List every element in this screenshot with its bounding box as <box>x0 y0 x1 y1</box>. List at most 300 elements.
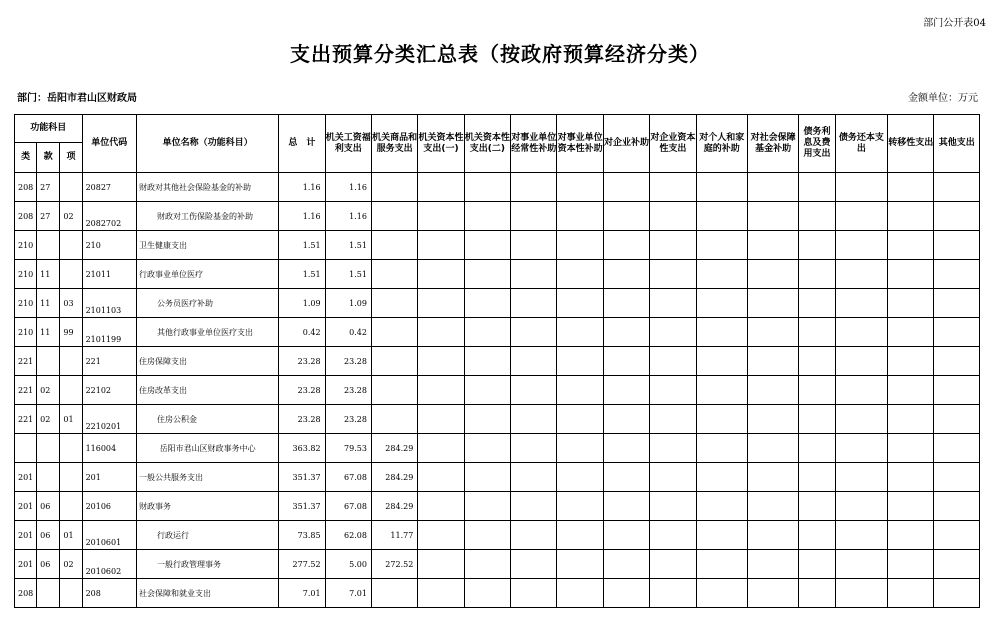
cell-empty <box>557 318 603 347</box>
cell-empty <box>557 231 603 260</box>
cell-kuan <box>37 231 60 260</box>
cell-empty <box>747 289 798 318</box>
cell-kuan: 06 <box>37 492 60 521</box>
cell-empty <box>835 463 887 492</box>
cell-empty <box>747 434 798 463</box>
cell-empty <box>747 260 798 289</box>
cell-empty <box>888 318 934 347</box>
cell-empty <box>835 434 887 463</box>
cell-empty <box>799 550 835 579</box>
cell-empty <box>511 202 557 231</box>
cell-empty <box>799 405 835 434</box>
cell-empty <box>557 521 603 550</box>
cell-empty <box>511 231 557 260</box>
cell-empty <box>603 318 649 347</box>
cell-unit-code: 2101103 <box>82 289 136 318</box>
cell-empty <box>696 289 747 318</box>
cell-empty <box>696 521 747 550</box>
cell-class: 201 <box>15 521 37 550</box>
cell-class <box>15 434 37 463</box>
cell-empty <box>799 202 835 231</box>
cell-empty <box>464 434 510 463</box>
cell-total: 351.37 <box>279 492 325 521</box>
cell-total: 1.16 <box>279 173 325 202</box>
cell-empty <box>799 492 835 521</box>
cell-empty <box>418 492 464 521</box>
cell-empty <box>418 550 464 579</box>
cell-empty <box>934 463 980 492</box>
cell-unit-code: 221 <box>82 347 136 376</box>
cell-unit-name: 社会保障和就业支出 <box>137 579 279 608</box>
cell-empty <box>603 463 649 492</box>
cell-total: 1.51 <box>279 231 325 260</box>
page-title: 支出预算分类汇总表（按政府预算经济分类） <box>290 42 710 66</box>
cell-empty <box>747 521 798 550</box>
cell-unit-code: 20827 <box>82 173 136 202</box>
col-header: 机关商品和服务支出 <box>371 115 417 173</box>
cell-empty <box>603 579 649 608</box>
col-header: 对事业单位经常性补助 <box>511 115 557 173</box>
table-row <box>15 405 980 434</box>
cell-empty <box>934 260 980 289</box>
cell-kuan: 11 <box>37 289 60 318</box>
cell-empty <box>650 463 696 492</box>
cell-empty <box>696 202 747 231</box>
cell-empty <box>934 289 980 318</box>
cell-xiang <box>60 376 82 405</box>
table-row <box>15 231 980 260</box>
cell-empty <box>747 318 798 347</box>
cell-empty <box>650 492 696 521</box>
cell-empty <box>464 202 510 231</box>
cell-unit-code: 208 <box>82 579 136 608</box>
cell-empty <box>888 202 934 231</box>
cell-empty <box>835 405 887 434</box>
cell-empty <box>557 202 603 231</box>
cell-empty <box>835 347 887 376</box>
cell-total: 1.16 <box>279 202 325 231</box>
table-row <box>15 318 980 347</box>
cell-total: 23.28 <box>279 405 325 434</box>
cell-class: 210 <box>15 260 37 289</box>
cell-empty <box>464 260 510 289</box>
cell-total: 351.37 <box>279 463 325 492</box>
cell-goods <box>371 231 417 260</box>
cell-empty <box>603 231 649 260</box>
cell-empty <box>650 521 696 550</box>
cell-empty <box>557 579 603 608</box>
cell-empty <box>650 260 696 289</box>
col-header: 对个人和家庭的补助 <box>696 115 747 173</box>
cell-empty <box>747 376 798 405</box>
cell-empty <box>888 492 934 521</box>
cell-class: 221 <box>15 376 37 405</box>
cell-empty <box>799 318 835 347</box>
cell-empty <box>511 376 557 405</box>
cell-unit-code: 2010601 <box>82 521 136 550</box>
function-subject-header: 功能科目 <box>15 115 83 143</box>
cell-unit-code: 116004 <box>82 434 136 463</box>
cell-kuan: 02 <box>37 405 60 434</box>
cell-xiang <box>60 434 82 463</box>
cell-unit-name: 财政对工伤保险基金的补助 <box>137 202 279 231</box>
cell-empty <box>418 318 464 347</box>
cell-empty <box>511 550 557 579</box>
class-header: 类 <box>15 143 37 173</box>
cell-empty <box>696 434 747 463</box>
cell-unit-name: 公务员医疗补助 <box>137 289 279 318</box>
cell-empty <box>747 173 798 202</box>
cell-empty <box>934 405 980 434</box>
unit-name-header: 单位名称（功能科目） <box>137 115 279 173</box>
cell-unit-code: 22102 <box>82 376 136 405</box>
table-row <box>15 260 980 289</box>
cell-empty <box>835 231 887 260</box>
cell-empty <box>888 579 934 608</box>
cell-empty <box>835 521 887 550</box>
cell-goods: 284.29 <box>371 463 417 492</box>
cell-empty <box>835 260 887 289</box>
col-header: 其他支出 <box>934 115 980 173</box>
cell-empty <box>650 434 696 463</box>
cell-empty <box>418 405 464 434</box>
cell-empty <box>747 347 798 376</box>
cell-xiang <box>60 347 82 376</box>
cell-empty <box>835 202 887 231</box>
cell-empty <box>511 492 557 521</box>
cell-empty <box>464 347 510 376</box>
cell-unit-code: 21011 <box>82 260 136 289</box>
cell-empty <box>464 173 510 202</box>
cell-empty <box>418 376 464 405</box>
cell-empty <box>888 376 934 405</box>
cell-empty <box>557 492 603 521</box>
cell-kuan: 27 <box>37 202 60 231</box>
cell-empty <box>603 376 649 405</box>
cell-empty <box>418 173 464 202</box>
cell-goods: 284.29 <box>371 492 417 521</box>
col-header: 机关资本性支出(二) <box>464 115 510 173</box>
cell-empty <box>557 463 603 492</box>
cell-empty <box>799 434 835 463</box>
cell-empty <box>888 550 934 579</box>
cell-empty <box>603 260 649 289</box>
cell-goods <box>371 173 417 202</box>
cell-goods <box>371 289 417 318</box>
cell-empty <box>934 550 980 579</box>
cell-empty <box>511 521 557 550</box>
cell-wage: 1.51 <box>325 231 371 260</box>
cell-empty <box>650 289 696 318</box>
cell-wage: 67.08 <box>325 463 371 492</box>
table-body <box>15 173 980 608</box>
cell-empty <box>934 202 980 231</box>
cell-goods: 272.52 <box>371 550 417 579</box>
cell-empty <box>511 173 557 202</box>
cell-xiang: 02 <box>60 202 82 231</box>
cell-empty <box>888 173 934 202</box>
cell-empty <box>650 550 696 579</box>
cell-goods: 284.29 <box>371 434 417 463</box>
cell-empty <box>418 231 464 260</box>
department-label: 部门：岳阳市君山区财政局 <box>17 93 137 104</box>
cell-empty <box>835 492 887 521</box>
cell-wage: 1.16 <box>325 173 371 202</box>
cell-empty <box>464 521 510 550</box>
cell-empty <box>799 231 835 260</box>
cell-xiang <box>60 231 82 260</box>
cell-wage: 23.28 <box>325 405 371 434</box>
cell-empty <box>696 463 747 492</box>
unit-code-header: 单位代码 <box>82 115 136 173</box>
cell-total: 23.28 <box>279 347 325 376</box>
cell-total: 1.09 <box>279 289 325 318</box>
cell-empty <box>511 463 557 492</box>
cell-empty <box>696 550 747 579</box>
cell-empty <box>557 376 603 405</box>
cell-empty <box>418 289 464 318</box>
cell-class: 208 <box>15 202 37 231</box>
cell-empty <box>934 173 980 202</box>
cell-empty <box>696 173 747 202</box>
cell-unit-name: 其他行政事业单位医疗支出 <box>137 318 279 347</box>
cell-wage: 1.09 <box>325 289 371 318</box>
form-number: 部门公开表04 <box>923 18 986 29</box>
cell-goods <box>371 405 417 434</box>
cell-kuan: 06 <box>37 550 60 579</box>
cell-total: 23.28 <box>279 376 325 405</box>
cell-class: 210 <box>15 318 37 347</box>
cell-empty <box>835 550 887 579</box>
cell-empty <box>650 318 696 347</box>
cell-empty <box>650 173 696 202</box>
cell-empty <box>603 434 649 463</box>
xiang-header: 项 <box>60 143 82 173</box>
cell-unit-name: 住房改革支出 <box>137 376 279 405</box>
cell-class: 201 <box>15 463 37 492</box>
cell-empty <box>696 260 747 289</box>
cell-kuan <box>37 434 60 463</box>
cell-goods <box>371 202 417 231</box>
cell-empty <box>799 347 835 376</box>
cell-xiang <box>60 463 82 492</box>
table-row <box>15 289 980 318</box>
cell-empty <box>799 521 835 550</box>
cell-empty <box>934 492 980 521</box>
cell-total: 73.85 <box>279 521 325 550</box>
cell-goods <box>371 318 417 347</box>
cell-unit-code: 2010602 <box>82 550 136 579</box>
cell-xiang: 99 <box>60 318 82 347</box>
cell-total: 277.52 <box>279 550 325 579</box>
cell-empty <box>650 202 696 231</box>
cell-empty <box>511 347 557 376</box>
cell-empty <box>603 347 649 376</box>
cell-goods <box>371 347 417 376</box>
cell-unit-code: 2210201 <box>82 405 136 434</box>
cell-empty <box>696 231 747 260</box>
cell-empty <box>835 579 887 608</box>
cell-wage: 23.28 <box>325 376 371 405</box>
cell-empty <box>464 231 510 260</box>
cell-empty <box>557 173 603 202</box>
cell-empty <box>747 405 798 434</box>
cell-unit-name: 住房公积金 <box>137 405 279 434</box>
table-row <box>15 579 980 608</box>
cell-empty <box>747 492 798 521</box>
cell-goods <box>371 376 417 405</box>
cell-empty <box>799 463 835 492</box>
cell-empty <box>511 260 557 289</box>
cell-empty <box>557 434 603 463</box>
cell-empty <box>603 492 649 521</box>
cell-goods: 11.77 <box>371 521 417 550</box>
cell-empty <box>835 318 887 347</box>
cell-xiang: 03 <box>60 289 82 318</box>
cell-empty <box>464 405 510 434</box>
table-row <box>15 521 980 550</box>
cell-empty <box>934 376 980 405</box>
cell-empty <box>418 347 464 376</box>
cell-class: 221 <box>15 405 37 434</box>
cell-empty <box>934 231 980 260</box>
cell-empty <box>799 579 835 608</box>
cell-empty <box>557 405 603 434</box>
cell-empty <box>557 260 603 289</box>
cell-empty <box>650 231 696 260</box>
col-header: 机关资本性支出(一) <box>418 115 464 173</box>
cell-empty <box>603 521 649 550</box>
cell-unit-code: 2101199 <box>82 318 136 347</box>
table-row <box>15 173 980 202</box>
cell-empty <box>511 579 557 608</box>
cell-empty <box>696 376 747 405</box>
cell-empty <box>418 202 464 231</box>
table-row <box>15 492 980 521</box>
cell-empty <box>888 231 934 260</box>
cell-unit-name: 岳阳市君山区财政事务中心 <box>137 434 279 463</box>
cell-empty <box>418 521 464 550</box>
cell-empty <box>603 550 649 579</box>
cell-empty <box>557 289 603 318</box>
cell-empty <box>747 579 798 608</box>
cell-empty <box>418 463 464 492</box>
cell-class: 210 <box>15 289 37 318</box>
cell-empty <box>747 550 798 579</box>
cell-empty <box>650 347 696 376</box>
cell-empty <box>696 347 747 376</box>
cell-empty <box>603 289 649 318</box>
budget-table <box>14 114 980 608</box>
cell-empty <box>464 289 510 318</box>
cell-kuan: 11 <box>37 318 60 347</box>
cell-kuan: 11 <box>37 260 60 289</box>
cell-empty <box>650 376 696 405</box>
cell-wage: 79.53 <box>325 434 371 463</box>
cell-empty <box>464 550 510 579</box>
total-header: 总 计 <box>279 115 325 173</box>
cell-goods <box>371 260 417 289</box>
cell-empty <box>934 434 980 463</box>
col-header: 债务还本支出 <box>835 115 887 173</box>
cell-total: 363.82 <box>279 434 325 463</box>
cell-empty <box>696 405 747 434</box>
cell-empty <box>650 579 696 608</box>
col-header: 对事业单位资本性补助 <box>557 115 603 173</box>
cell-empty <box>747 202 798 231</box>
cell-class: 201 <box>15 550 37 579</box>
cell-xiang: 02 <box>60 550 82 579</box>
cell-unit-name: 行政运行 <box>137 521 279 550</box>
table-row <box>15 347 980 376</box>
cell-xiang <box>60 173 82 202</box>
cell-empty <box>934 579 980 608</box>
cell-empty <box>511 318 557 347</box>
cell-empty <box>934 521 980 550</box>
col-header: 对社会保障基金补助 <box>747 115 798 173</box>
cell-kuan: 06 <box>37 521 60 550</box>
cell-xiang <box>60 260 82 289</box>
cell-empty <box>464 492 510 521</box>
cell-empty <box>835 173 887 202</box>
cell-total: 1.51 <box>279 260 325 289</box>
cell-wage: 23.28 <box>325 347 371 376</box>
cell-class: 208 <box>15 579 37 608</box>
cell-unit-code: 210 <box>82 231 136 260</box>
cell-empty <box>888 463 934 492</box>
table-row <box>15 550 980 579</box>
cell-wage: 5.00 <box>325 550 371 579</box>
cell-empty <box>888 260 934 289</box>
cell-wage: 62.08 <box>325 521 371 550</box>
cell-wage: 7.01 <box>325 579 371 608</box>
cell-goods <box>371 579 417 608</box>
cell-empty <box>511 405 557 434</box>
cell-class: 210 <box>15 231 37 260</box>
cell-empty <box>650 405 696 434</box>
cell-unit-code: 20106 <box>82 492 136 521</box>
cell-empty <box>799 289 835 318</box>
table-row <box>15 376 980 405</box>
cell-empty <box>511 289 557 318</box>
cell-empty <box>696 492 747 521</box>
cell-xiang <box>60 492 82 521</box>
cell-empty <box>747 463 798 492</box>
cell-unit-code: 201 <box>82 463 136 492</box>
table-row <box>15 434 980 463</box>
cell-empty <box>747 231 798 260</box>
cell-unit-code: 2082702 <box>82 202 136 231</box>
cell-empty <box>603 173 649 202</box>
cell-unit-name: 财政事务 <box>137 492 279 521</box>
cell-empty <box>603 202 649 231</box>
cell-empty <box>418 434 464 463</box>
cell-empty <box>835 376 887 405</box>
cell-wage: 67.08 <box>325 492 371 521</box>
col-header: 债务利息及费用支出 <box>799 115 835 173</box>
col-header: 对企业资本性支出 <box>650 115 696 173</box>
cell-empty <box>888 289 934 318</box>
cell-empty <box>934 347 980 376</box>
cell-kuan: 27 <box>37 173 60 202</box>
cell-empty <box>888 347 934 376</box>
cell-empty <box>464 579 510 608</box>
cell-empty <box>557 347 603 376</box>
cell-empty <box>799 260 835 289</box>
cell-unit-name: 一般公共服务支出 <box>137 463 279 492</box>
cell-empty <box>418 260 464 289</box>
cell-empty <box>464 463 510 492</box>
